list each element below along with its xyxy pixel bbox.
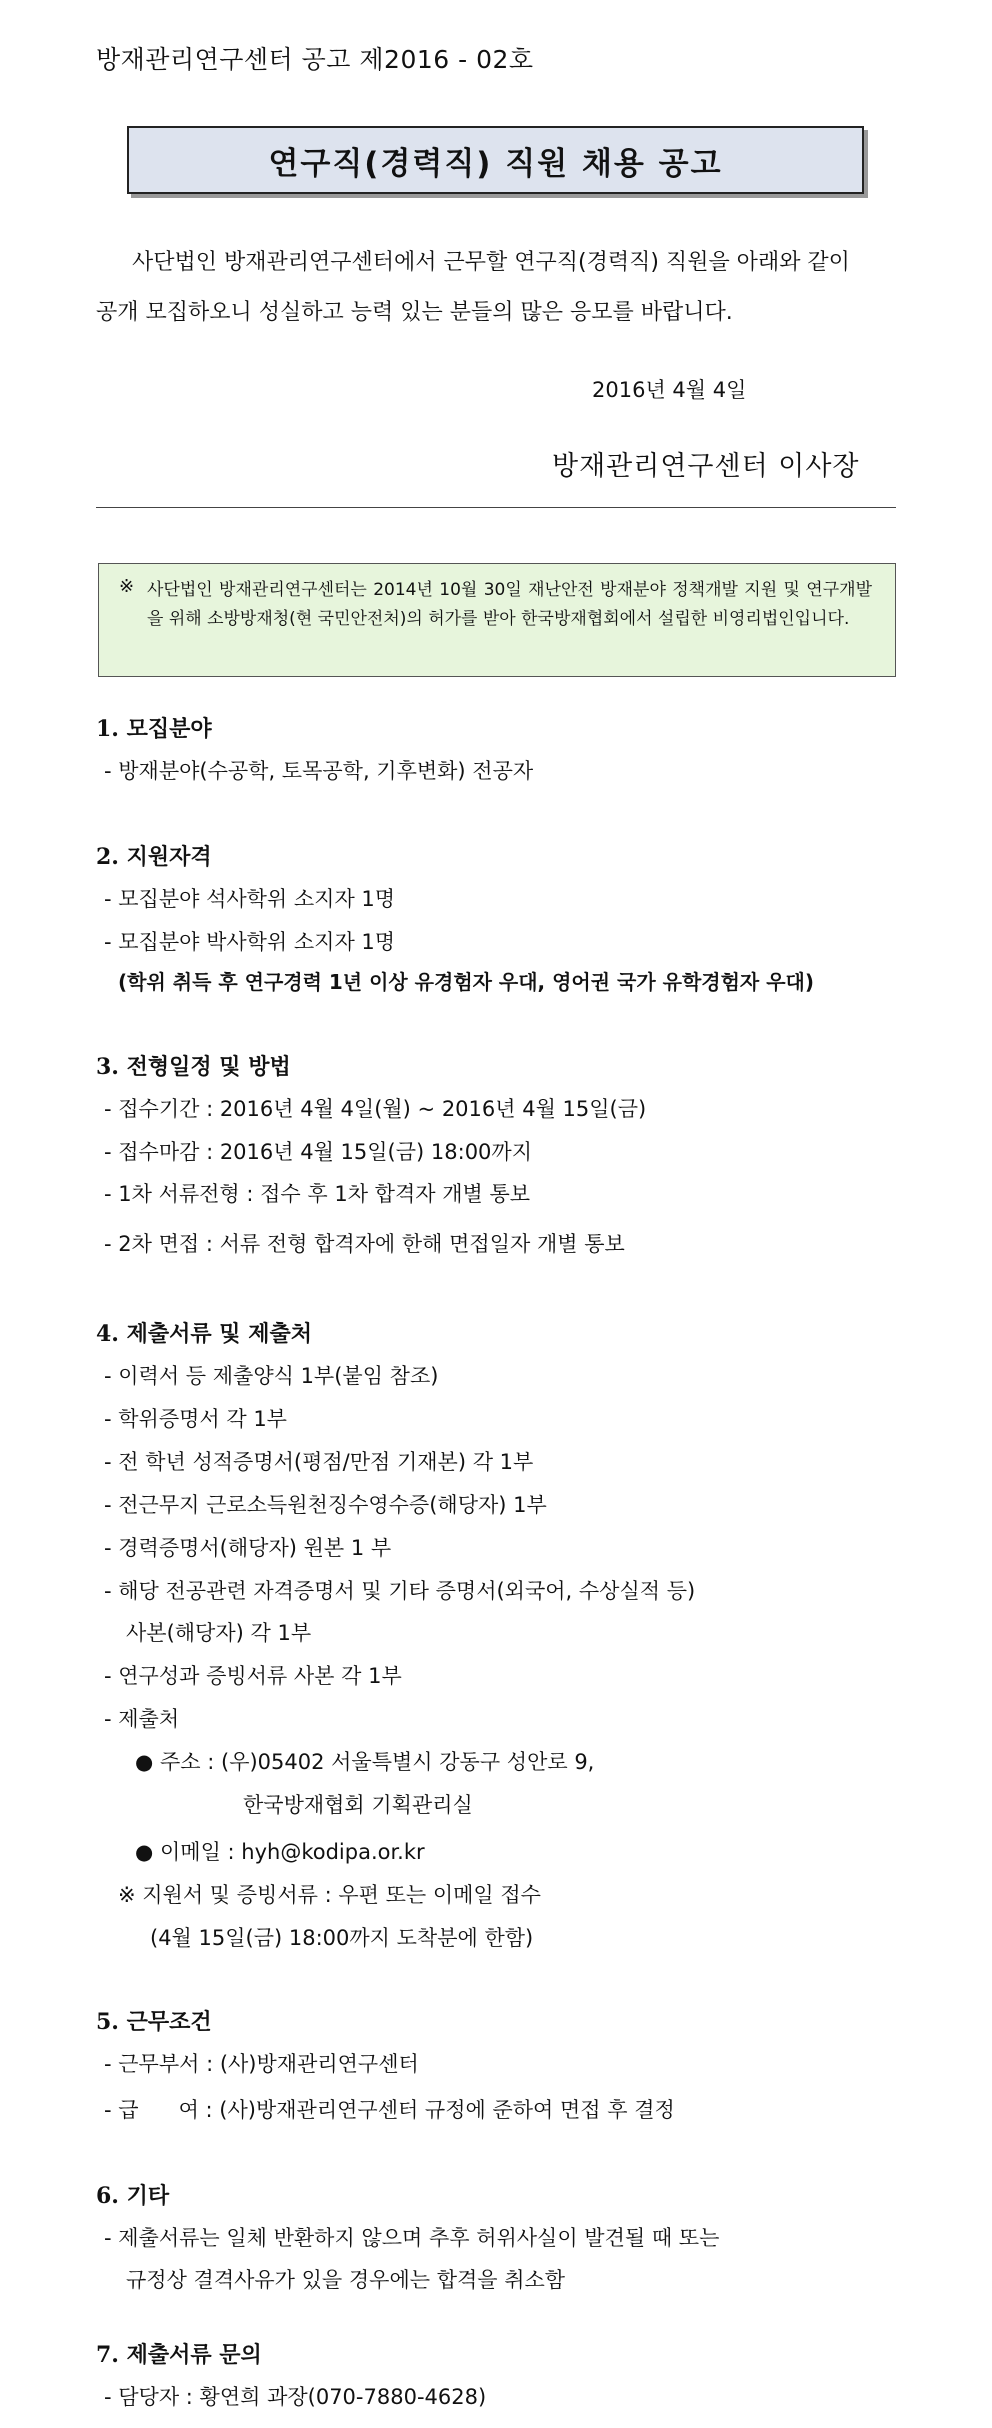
reference-mark: ※ xyxy=(119,576,135,597)
list-item: - 급 여 : (사)방재관리연구센터 규정에 준하여 면접 후 결정 xyxy=(104,2098,675,2122)
list-item: - 경력증명서(해당자) 원본 1 부 xyxy=(104,1536,392,1560)
list-item: - 1차 서류전형 : 접수 후 1차 합격자 개별 통보 xyxy=(104,1182,531,1206)
intro-paragraph xyxy=(96,238,896,338)
section-title-qualification: 2. 지원자격 xyxy=(96,844,212,870)
list-item: - 제출처 xyxy=(104,1707,180,1731)
list-item: - 전 학년 성적증명서(평점/만점 기재본) 각 1부 xyxy=(104,1450,534,1474)
section-title-inquiry: 7. 제출서류 문의 xyxy=(96,2342,262,2368)
list-item-continued: 규정상 결격사유가 있을 경우에는 합격을 취소함 xyxy=(126,2268,566,2292)
notice-date: 2016년 4월 4일 xyxy=(592,378,747,402)
page-title: 연구직(경력직) 직원 채용 공고 xyxy=(268,145,723,182)
info-box xyxy=(98,563,896,677)
list-item: - 2차 면접 : 서류 전형 합격자에 한해 면접일자 개별 통보 xyxy=(104,1232,625,1256)
list-item: - 방재분야(수공학, 토목공학, 기후변화) 전공자 xyxy=(104,759,534,783)
list-item: - 모집분야 석사학위 소지자 1명 xyxy=(104,887,396,911)
list-item: - 학위증명서 각 1부 xyxy=(104,1407,287,1431)
submission-note: ※ 지원서 및 증빙서류 : 우편 또는 이메일 접수 xyxy=(118,1883,541,1907)
list-item: - 모집분야 박사학위 소지자 1명 xyxy=(104,930,396,954)
intro-line-1: 사단법인 방재관리연구센터에서 근무할 연구직(경력직) 직원을 아래와 같이 xyxy=(132,250,850,275)
list-item: - 해당 전공관련 자격증명서 및 기타 증명서(외국어, 수상실적 등) xyxy=(104,1579,696,1603)
intro-line-2: 공개 모집하오니 성실하고 능력 있는 분들의 많은 응모를 바랍니다. xyxy=(96,300,733,325)
qualification-note: (학위 취득 후 연구경력 1년 이상 유경험자 우대, 영어권 국가 유학경험자 우대) xyxy=(118,970,814,994)
notice-number: 방재관리연구센터 공고 제2016 - 02호 xyxy=(96,45,534,74)
info-text: 사단법인 방재관리연구센터는 2014년 10월 30일 재난안전 방재분야 정책개발 지원 및 연구개발을 위해 소방방재청(현 국민안전처)의 허가를 받아 한국방재협회에서 설립한 비영리법인입니다. xyxy=(147,580,872,629)
section-title-other: 6. 기타 xyxy=(96,2183,170,2209)
section-title-schedule: 3. 전형일정 및 방법 xyxy=(96,1054,291,1080)
list-item: - 전근무지 근로소득원천징수영수증(해당자) 1부 xyxy=(104,1493,547,1517)
organization-signature: 방재관리연구센터 이사장 xyxy=(552,451,860,482)
address-line-2: 한국방재협회 기획관리실 xyxy=(243,1793,473,1817)
section-title-documents: 4. 제출서류 및 제출처 xyxy=(96,1321,312,1347)
submission-note-2: (4월 15일(금) 18:00까지 도착분에 한함) xyxy=(150,1926,534,1950)
address-line: ● 주소 : (우)05402 서울특별시 강동구 성안로 9, xyxy=(135,1750,595,1774)
list-item-continued: 사본(해당자) 각 1부 xyxy=(126,1621,312,1645)
list-item: - 접수마감 : 2016년 4월 15일(금) 18:00까지 xyxy=(104,1140,532,1164)
title-box xyxy=(127,126,864,194)
list-item: - 연구성과 증빙서류 사본 각 1부 xyxy=(104,1664,402,1688)
list-item: - 근무부서 : (사)방재관리연구센터 xyxy=(104,2052,419,2076)
list-item: - 이력서 등 제출양식 1부(붙임 참조) xyxy=(104,1364,439,1388)
email-line: ● 이메일 : hyh@kodipa.or.kr xyxy=(135,1840,425,1864)
list-item: - 접수기간 : 2016년 4월 4일(월) ~ 2016년 4월 15일(금) xyxy=(104,1097,647,1121)
divider xyxy=(96,507,896,508)
list-item: - 담당자 : 황연희 과장(070-7880-4628) xyxy=(104,2385,487,2409)
section-title-conditions: 5. 근무조건 xyxy=(96,2009,212,2035)
section-title-recruit-field: 1. 모집분야 xyxy=(96,716,212,742)
list-item: - 제출서류는 일체 반환하지 않으며 추후 허위사실이 발견될 때 또는 xyxy=(104,2226,720,2250)
